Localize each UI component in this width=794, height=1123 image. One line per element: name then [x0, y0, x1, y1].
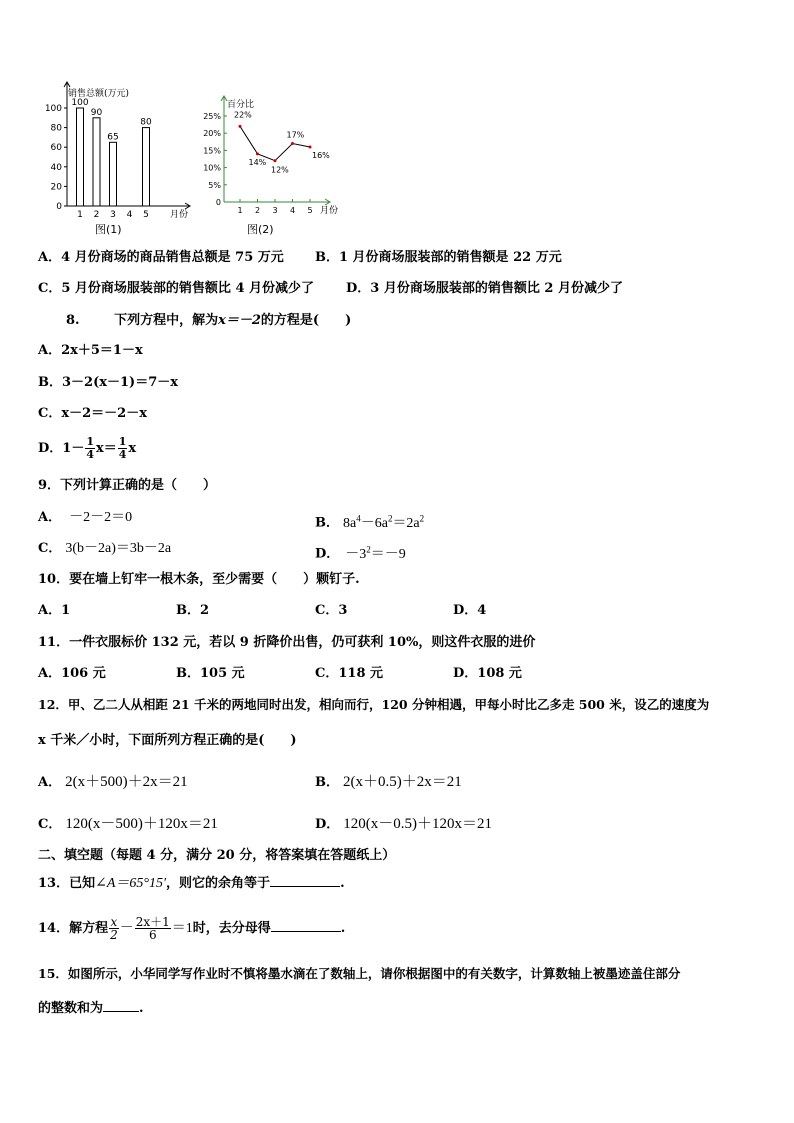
- q13-post: ，则它的余角等于: [166, 876, 271, 891]
- q10-stem: 10．要在墙上钉牢一根木条，至少需要（ ）颗钉子.: [38, 572, 360, 587]
- q14-fraction-1: [109, 916, 119, 941]
- figure-2-xlabel: 月份: [320, 206, 339, 216]
- figure-1-ylabel: 销售总额(万元): [68, 89, 130, 99]
- q14-answer-blank: [271, 919, 341, 932]
- q14-fraction-2: [135, 916, 171, 941]
- figure-1-x-tick-label: 2: [93, 210, 100, 220]
- q14-f2-num: 2x＋1: [135, 915, 170, 929]
- q15-end: .: [139, 1001, 144, 1016]
- q8-d-fraction-1: [85, 436, 95, 461]
- q8-d-fraction-2: [118, 436, 128, 461]
- q9-stem: 9．下列计算正确的是（ ）: [38, 478, 217, 493]
- figure-2-caption: 图(2): [247, 223, 274, 236]
- q9-option-d: [315, 541, 406, 563]
- q9-d-exp: 2: [366, 544, 371, 554]
- q8-d-post: x: [128, 441, 137, 456]
- q15-line-2: [38, 999, 144, 1017]
- q9-b-label: B．: [315, 515, 339, 531]
- figure-2-y-tick-label: 25%: [203, 112, 221, 121]
- q12-option-d: [315, 816, 492, 833]
- figure-1-y-tick-label: 60: [50, 143, 62, 154]
- q9-b-pre: 8a: [343, 515, 357, 531]
- q8-stem: [66, 313, 351, 329]
- q9-c-label: C．: [38, 541, 62, 556]
- q9-a-text: －2－2＝0: [69, 510, 133, 525]
- q9-option-a: [38, 510, 132, 526]
- q10-option-a: A．1: [38, 603, 71, 618]
- section-2-heading: 二、填空题（每题 4 分，满分 20 分，将答案填在答题纸上）: [38, 848, 396, 863]
- figure-2-x-tick-label: 2: [254, 206, 261, 215]
- q13: [38, 874, 345, 892]
- q12-option-a: [38, 774, 188, 791]
- q11-option-a: A．106 元: [38, 666, 106, 681]
- q15-line-2-text: 的整数和为: [38, 1001, 104, 1016]
- figure-1-caption: 图(1): [95, 223, 122, 236]
- q13-answer-blank: [270, 874, 340, 887]
- figure-1-bar: [110, 142, 117, 206]
- q13-end: .: [340, 876, 345, 891]
- figure-1-y-tick-label: 100: [44, 104, 62, 114]
- q11-option-b: B．105 元: [176, 666, 245, 681]
- figure-2-line-chart: [200, 92, 350, 240]
- q14-end: .: [340, 921, 346, 936]
- q8-option-c: [38, 406, 147, 422]
- q7-option-a: A．4 月份商场的商品销售总额是 75 万元: [38, 250, 284, 265]
- figure-2-point: [309, 145, 312, 148]
- q8-number: 8.: [66, 313, 80, 328]
- q14-f2-den: 6: [148, 928, 157, 942]
- q9-d-post: ＝－9: [370, 546, 406, 562]
- q12-c-label: C．: [38, 817, 62, 832]
- q11-option-d: D．108 元: [453, 666, 522, 681]
- figure-1-data-label: 80: [140, 117, 152, 128]
- q8-c-label: C．: [38, 406, 62, 421]
- q8-a-label: A．: [38, 343, 62, 358]
- q12-stem-line-1: 12．甲、乙二人从相距 21 千米的两地同时出发，相向而行，120 分钟相遇，甲每小时比乙多走 500 米，设乙的速度为: [38, 697, 710, 712]
- figure-2-x-tick-label: 3: [272, 206, 278, 215]
- q12-b-text: 2(x＋0.5)＋2x＝21: [343, 774, 462, 790]
- q8-d-frac2-den: 4: [118, 448, 127, 461]
- q10-option-c: C．3: [315, 603, 348, 618]
- q13-angle: ∠A＝65°15′: [95, 876, 167, 891]
- figure-2-point: [274, 159, 277, 162]
- q12-a-text: 2(x＋500)＋2x＝21: [65, 774, 188, 790]
- figure-2-y-tick-label: 20%: [203, 129, 221, 139]
- q8-b-label: B．: [38, 375, 62, 390]
- q8-d-frac1-den: 4: [86, 448, 94, 461]
- q8-b-text: 3－2(x－1)＝7－x: [62, 375, 178, 390]
- q15-answer-blank: [103, 999, 139, 1012]
- q9-c-text: 3(b－2a)＝3b－2a: [65, 541, 172, 556]
- figure-2-point: [256, 152, 259, 155]
- q7-option-d: D．3 月份商场服装部的销售额比 2 月份减少了: [346, 281, 623, 296]
- q9-d-label: D．: [315, 546, 340, 562]
- figure-1-bar: [143, 128, 150, 206]
- q7-option-c: C．5 月份商场服装部的销售额比 4 月份减少了: [38, 281, 315, 296]
- figure-1-x-tick-label: 1: [77, 210, 83, 220]
- figure-1-data-label: 65: [107, 132, 119, 143]
- q9-b-mid: －6a: [360, 515, 388, 531]
- figure-2-y-tick-label: 15%: [203, 146, 221, 156]
- q12-d-label: D．: [315, 817, 340, 832]
- figure-2-plot: [203, 96, 330, 215]
- q8-d-frac2-num: 1: [118, 435, 127, 448]
- q8-d-label: D．: [38, 441, 63, 456]
- q9-option-c: [38, 541, 171, 557]
- figure-2-point: [239, 125, 242, 128]
- q8-stem-text: 下列方程中，解为: [114, 313, 219, 328]
- q8-d-frac1-num: 1: [86, 435, 94, 448]
- figure-2-data-label: 12%: [271, 165, 289, 175]
- q7-option-b: B．1 月份商场服装部的销售额是 22 万元: [315, 250, 562, 265]
- figure-1-x-tick-label: 4: [126, 210, 133, 220]
- q8-stem-equation: x＝－2: [218, 313, 261, 328]
- q9-option-b: [315, 510, 424, 532]
- figure-2-point: [291, 142, 294, 145]
- q11-stem: 11．一件衣服标价 132 元，若以 9 折降价出售，仍可获利 10%，则这件衣服的进价: [38, 635, 536, 650]
- q9-b-exp3: 2: [419, 513, 425, 523]
- q14-minus: －: [119, 921, 134, 936]
- figure-1-bar: [93, 118, 100, 206]
- figure-2-ylabel: 百分比: [227, 100, 255, 110]
- q15-line-1: 15．如图所示，小华同学写作业时不慎将墨水滴在了数轴上，请你根据图中的有关数字，计算数轴上被墨迹盖住部分: [38, 966, 681, 981]
- figure-2-data-label: 14%: [248, 157, 267, 167]
- figure-1-y-tick-label: 20: [50, 182, 62, 193]
- q12-option-c: [38, 816, 218, 833]
- figure-2-y-tick-label: 0: [215, 198, 221, 207]
- figure-2-data-label: 17%: [286, 130, 305, 140]
- figure-1-y-tick-label: 40: [50, 162, 62, 173]
- q9-b-mid2: ＝2a: [392, 515, 420, 531]
- q11-option-c: C．118 元: [315, 666, 384, 681]
- q8-option-d: [38, 432, 136, 466]
- q14: [38, 912, 345, 946]
- figure-2-x-tick-label: 4: [289, 206, 296, 215]
- figure-1-y-tick-label: 0: [56, 202, 62, 212]
- q8-c-text: x－2＝－2－x: [61, 406, 147, 421]
- q12-d-text: 120(x－0.5)＋120x＝21: [343, 816, 493, 832]
- q8-option-b: [38, 375, 178, 391]
- q8-d-mid: x＝: [95, 441, 117, 456]
- figure-2-x-tick-label: 1: [237, 206, 243, 215]
- q8-d-pre: 1－: [62, 441, 85, 456]
- figure-1-xlabel: 月份: [170, 210, 189, 220]
- q12-c-text: 120(x－500)＋120x＝21: [65, 816, 218, 832]
- q9-b-exp2: 2: [387, 513, 393, 523]
- q10-option-d: D．4: [453, 603, 487, 618]
- figure-1-x-tick-label: 5: [143, 210, 149, 220]
- figure-1-bar-chart: [40, 78, 200, 240]
- figure-2-y-tick-label: 10%: [203, 163, 221, 173]
- figure-1-x-tick-label: 3: [110, 210, 116, 220]
- figure-2-data-label: 22%: [234, 110, 252, 120]
- q8-a-text: 2x＋5＝1－x: [61, 343, 143, 358]
- figure-1-bar: [77, 108, 84, 206]
- figure-2-data-label: 16%: [312, 150, 330, 160]
- q12-option-b: [315, 774, 462, 791]
- figure-1-y-tick-label: 80: [50, 123, 62, 134]
- figure-2-y-tick-label: 5%: [208, 180, 221, 190]
- q9-b-exp1: 4: [356, 513, 361, 523]
- figure-2-x-tick-label: 5: [307, 206, 313, 215]
- q12-a-label: A．: [38, 775, 62, 790]
- q14-f1-den: 2: [110, 928, 118, 942]
- q10-option-b: B．2: [176, 603, 210, 618]
- q14-f1-num: x: [110, 915, 118, 929]
- figure-1-data-label: 90: [90, 107, 103, 118]
- q9-a-label: A．: [38, 510, 62, 525]
- q14-post: 时，去分母得: [192, 921, 271, 936]
- q14-eq: ＝1: [171, 921, 193, 936]
- q8-option-a: [38, 343, 143, 359]
- q14-pre: 14．解方程: [38, 921, 109, 936]
- q12-b-label: B．: [315, 775, 339, 790]
- q13-pre: 13．已知: [38, 876, 96, 891]
- figure-1-plot: [45, 82, 190, 220]
- figure-1-data-label: 100: [71, 98, 89, 108]
- q9-d-pre: －3: [345, 546, 367, 562]
- q8-stem-post: 的方程是( ): [260, 313, 352, 328]
- q12-stem-line-2: x 千米／小时，下面所列方程正确的是( ): [38, 733, 297, 748]
